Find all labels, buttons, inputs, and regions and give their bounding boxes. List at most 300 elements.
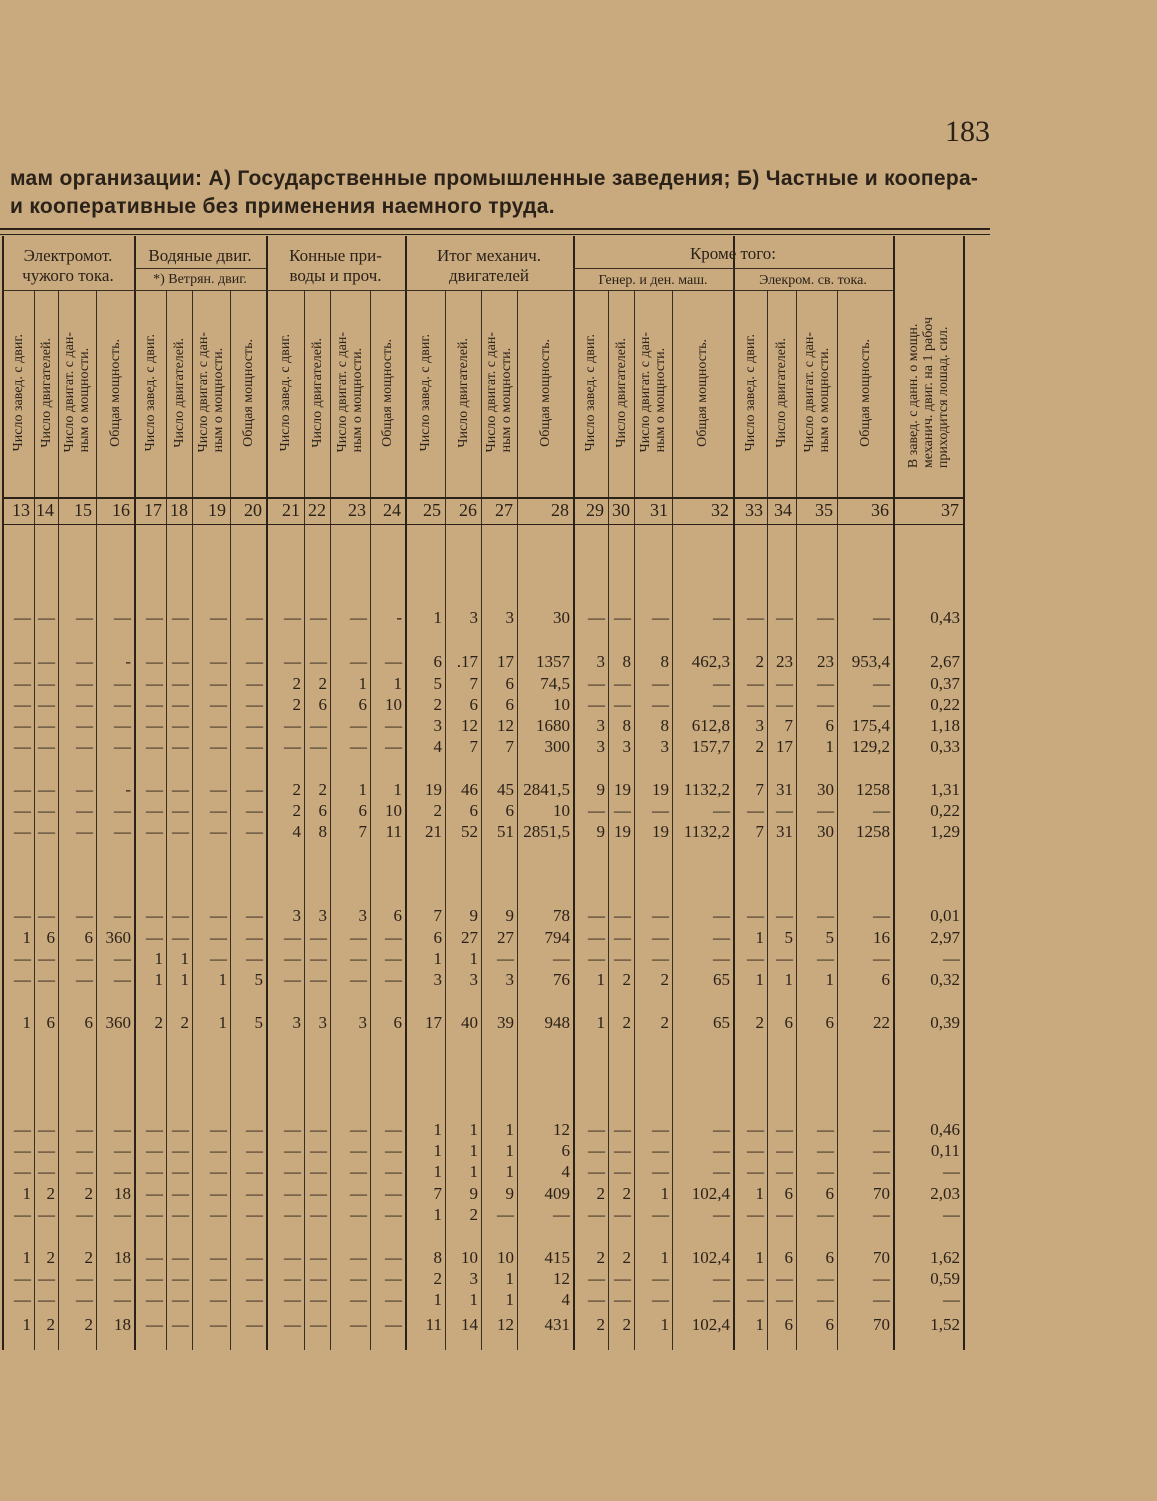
column-label bbox=[573, 290, 608, 495]
table-cell: — bbox=[210, 674, 227, 693]
table-cell: 1 bbox=[784, 970, 793, 989]
table-cell: — bbox=[873, 695, 890, 714]
table-cell: 5 bbox=[254, 1013, 263, 1032]
table-cell: — bbox=[284, 716, 301, 735]
table-cell: — bbox=[747, 608, 764, 627]
table-cell: — bbox=[246, 780, 263, 799]
table-cell: — bbox=[246, 737, 263, 756]
table-cell: — bbox=[38, 1141, 55, 1160]
table-cell: 1 bbox=[596, 970, 605, 989]
table-cell: — bbox=[146, 801, 163, 820]
table-cell: — bbox=[588, 1162, 605, 1181]
column-label bbox=[370, 290, 405, 495]
table-cell: 3 bbox=[433, 716, 442, 735]
table-cell: — bbox=[284, 1290, 301, 1309]
table-cell: — bbox=[588, 1205, 605, 1224]
table-cell: — bbox=[76, 716, 93, 735]
table-cell: — bbox=[146, 737, 163, 756]
table-cell: 1 bbox=[218, 970, 227, 989]
table-cell: 8 bbox=[622, 652, 631, 671]
page-number: 183 bbox=[945, 115, 990, 148]
table-cell: 7 bbox=[755, 780, 764, 799]
table-cell: — bbox=[210, 928, 227, 947]
column-number: 25 bbox=[423, 500, 441, 520]
table-cell: — bbox=[146, 1315, 163, 1334]
column-label bbox=[893, 290, 963, 495]
table-cell: — bbox=[76, 737, 93, 756]
table-cell: 40 bbox=[461, 1013, 478, 1032]
table-cell: — bbox=[114, 674, 131, 693]
table-cell: — bbox=[246, 1141, 263, 1160]
table-cell: — bbox=[246, 906, 263, 925]
table-cell: — bbox=[310, 1248, 327, 1267]
table-cell: — bbox=[76, 1141, 93, 1160]
table-cell: 1 bbox=[22, 1315, 31, 1334]
table-cell: — bbox=[873, 906, 890, 925]
table-cell: — bbox=[776, 1141, 793, 1160]
table-cell: 0,46 bbox=[930, 1120, 960, 1139]
table-cell: 10 bbox=[497, 1248, 514, 1267]
table-cell: — bbox=[14, 1205, 31, 1224]
table-cell: 2 bbox=[596, 1184, 605, 1203]
table-cell: — bbox=[385, 1120, 402, 1139]
header-subrule bbox=[134, 268, 266, 269]
table-cell: — bbox=[310, 928, 327, 947]
table-cell: 2 bbox=[469, 1205, 478, 1224]
table-cell: — bbox=[146, 674, 163, 693]
table-cell: — bbox=[284, 1248, 301, 1267]
table-cell: — bbox=[614, 695, 631, 714]
column-number: 34 bbox=[774, 500, 792, 520]
table-cell: — bbox=[76, 906, 93, 925]
table-cell: — bbox=[713, 801, 730, 820]
table-cell: 22 bbox=[873, 1013, 890, 1032]
table-cell: — bbox=[776, 949, 793, 968]
table-cell: 23 bbox=[817, 652, 834, 671]
table-cell: — bbox=[146, 1248, 163, 1267]
table-cell: 70 bbox=[873, 1184, 890, 1203]
table-cell: 0,43 bbox=[930, 608, 960, 627]
table-cell: 76 bbox=[553, 970, 570, 989]
table-cell: — bbox=[310, 652, 327, 671]
table-cell: — bbox=[14, 1141, 31, 1160]
table-cell: 157,7 bbox=[691, 737, 730, 756]
table-cell: 7 bbox=[469, 674, 478, 693]
table-cell: — bbox=[614, 1269, 631, 1288]
table-cell: 1 bbox=[22, 1248, 31, 1267]
table-cell: — bbox=[284, 652, 301, 671]
table-cell: — bbox=[14, 1269, 31, 1288]
table-cell: 30 bbox=[553, 608, 570, 627]
table-cell: — bbox=[747, 801, 764, 820]
column-number: 36 bbox=[871, 500, 889, 520]
table-cell: — bbox=[310, 970, 327, 989]
table-cell: 1 bbox=[358, 674, 367, 693]
table-cell: — bbox=[310, 1290, 327, 1309]
table-cell: — bbox=[114, 1269, 131, 1288]
table-cell: 12 bbox=[497, 716, 514, 735]
table-cell: — bbox=[284, 928, 301, 947]
table-cell: 3 bbox=[596, 652, 605, 671]
table-cell: — bbox=[114, 695, 131, 714]
table-cell: - bbox=[396, 608, 402, 627]
table-cell: 1 bbox=[469, 1162, 478, 1181]
table-cell: — bbox=[114, 801, 131, 820]
table-cell: 1 bbox=[505, 1162, 514, 1181]
column-label-text: Число завед. с двиг. bbox=[10, 333, 26, 452]
table-cell: 74,5 bbox=[540, 674, 570, 693]
table-cell: — bbox=[246, 674, 263, 693]
table-cell: 1,31 bbox=[930, 780, 960, 799]
table-cell: — bbox=[172, 1184, 189, 1203]
column-label bbox=[837, 290, 893, 495]
table-cell: — bbox=[114, 716, 131, 735]
table-cell: — bbox=[246, 1269, 263, 1288]
table-cell: 2 bbox=[46, 1248, 55, 1267]
table-cell: — bbox=[873, 949, 890, 968]
column-number: 22 bbox=[308, 500, 326, 520]
table-cell: 2851,5 bbox=[523, 822, 570, 841]
table-cell: 175,4 bbox=[851, 716, 890, 735]
table-cell: — bbox=[146, 1120, 163, 1139]
table-cell: 18 bbox=[114, 1248, 131, 1267]
table-cell: 1 bbox=[825, 737, 834, 756]
table-cell: — bbox=[747, 674, 764, 693]
table-cell: — bbox=[588, 1141, 605, 1160]
table-cell: — bbox=[114, 737, 131, 756]
table-cell: — bbox=[246, 716, 263, 735]
table-cell: — bbox=[385, 1269, 402, 1288]
table-cell: — bbox=[614, 1205, 631, 1224]
table-cell: 7 bbox=[469, 737, 478, 756]
table-cell: — bbox=[310, 1120, 327, 1139]
table-cell: 2 bbox=[292, 801, 301, 820]
table-cell: — bbox=[38, 716, 55, 735]
column-label-text: Общая мощность. bbox=[107, 338, 123, 447]
table-cell: 1 bbox=[433, 1120, 442, 1139]
table-cell: — bbox=[38, 1290, 55, 1309]
column-label bbox=[304, 290, 330, 495]
table-cell: — bbox=[614, 801, 631, 820]
table-cell: — bbox=[873, 1120, 890, 1139]
table-cell: — bbox=[146, 906, 163, 925]
table-cell: — bbox=[588, 1120, 605, 1139]
table-cell: 1 bbox=[22, 1013, 31, 1032]
table-cell: — bbox=[246, 1184, 263, 1203]
table-cell: — bbox=[76, 780, 93, 799]
table-cell: - bbox=[125, 780, 131, 799]
table-cell: 8 bbox=[660, 716, 669, 735]
table-cell: 21 bbox=[425, 822, 442, 841]
table-cell: — bbox=[943, 1162, 960, 1181]
table-cell: 2 bbox=[84, 1184, 93, 1203]
colnum-rule bbox=[2, 524, 963, 525]
table-cell: 0,33 bbox=[930, 737, 960, 756]
table-cell: — bbox=[747, 1162, 764, 1181]
table-cell: — bbox=[817, 906, 834, 925]
table-cell: 300 bbox=[544, 737, 570, 756]
table-cell: 7 bbox=[433, 906, 442, 925]
table-cell: 462,3 bbox=[691, 652, 730, 671]
table-cell: — bbox=[172, 695, 189, 714]
table-cell: 30 bbox=[817, 822, 834, 841]
table-cell: — bbox=[776, 801, 793, 820]
table-cell: 9 bbox=[469, 1184, 478, 1203]
table-cell: — bbox=[652, 928, 669, 947]
table-cell: — bbox=[246, 1162, 263, 1181]
table-cell: — bbox=[246, 1120, 263, 1139]
table-cell: — bbox=[38, 822, 55, 841]
table-cell: 794 bbox=[544, 928, 570, 947]
table-cell: 3 bbox=[318, 1013, 327, 1032]
header-bottom-rule bbox=[2, 497, 963, 499]
table-cell: — bbox=[588, 928, 605, 947]
table-cell: 6 bbox=[358, 695, 367, 714]
table-cell: — bbox=[817, 1269, 834, 1288]
table-cell: 7 bbox=[755, 822, 764, 841]
column-label-text: Общая мощность. bbox=[537, 338, 553, 447]
table-cell: 2 bbox=[622, 1184, 631, 1203]
table-cell: 1 bbox=[22, 1184, 31, 1203]
table-cell: — bbox=[76, 608, 93, 627]
column-label bbox=[733, 290, 767, 495]
table-cell: — bbox=[588, 801, 605, 820]
column-label-text: Число двигат. с дан- ным о мощности. bbox=[801, 332, 832, 453]
table-cell: 1 bbox=[660, 1315, 669, 1334]
table-cell: 1 bbox=[433, 1141, 442, 1160]
table-cell: — bbox=[747, 949, 764, 968]
table-cell: — bbox=[38, 780, 55, 799]
table-cell: — bbox=[943, 949, 960, 968]
column-number: 37 bbox=[941, 500, 959, 520]
caption-line-1: мам организации: А) Государственные промышленные заведения; Б) Частные и коопера- bbox=[10, 167, 979, 190]
column-label bbox=[672, 290, 733, 495]
table-cell: — bbox=[76, 970, 93, 989]
table-cell: 415 bbox=[544, 1248, 570, 1267]
table-cell: — bbox=[210, 608, 227, 627]
table-cell: — bbox=[38, 949, 55, 968]
column-label bbox=[445, 290, 481, 495]
table-cell: — bbox=[350, 970, 367, 989]
table-cell: 6 bbox=[469, 695, 478, 714]
table-cell: 9 bbox=[469, 906, 478, 925]
column-number: 28 bbox=[551, 500, 569, 520]
table-cell: — bbox=[614, 1290, 631, 1309]
group-header-g5b: Элекром. св. тока. bbox=[759, 273, 867, 288]
table-cell: — bbox=[713, 608, 730, 627]
table-cell: — bbox=[146, 695, 163, 714]
column-label bbox=[134, 290, 166, 495]
column-label-text: Число двигат. с дан- ным о мощности. bbox=[62, 332, 92, 453]
table-cell: 2 bbox=[46, 1315, 55, 1334]
table-cell: — bbox=[652, 949, 669, 968]
table-cell: 1132,2 bbox=[683, 822, 730, 841]
table-cell: — bbox=[776, 1269, 793, 1288]
table-cell: 3 bbox=[622, 737, 631, 756]
table-cell: 12 bbox=[553, 1269, 570, 1288]
table-cell: — bbox=[114, 906, 131, 925]
table-cell: 1132,2 bbox=[683, 780, 730, 799]
table-cell: — bbox=[776, 674, 793, 693]
table-cell: 6 bbox=[784, 1184, 793, 1203]
table-cell: 6 bbox=[784, 1248, 793, 1267]
column-label-text: Число завед. с двиг. bbox=[142, 333, 158, 452]
table-cell: 6 bbox=[84, 928, 93, 947]
table-cell: — bbox=[172, 1290, 189, 1309]
table-cell: 6 bbox=[505, 801, 514, 820]
table-cell: 6 bbox=[784, 1013, 793, 1032]
table-cell: - bbox=[125, 652, 131, 671]
table-cell: 6 bbox=[505, 674, 514, 693]
table-cell: 27 bbox=[461, 928, 478, 947]
table-cell: — bbox=[284, 1269, 301, 1288]
table-cell: — bbox=[385, 1248, 402, 1267]
table-cell: — bbox=[38, 1269, 55, 1288]
table-cell: — bbox=[350, 949, 367, 968]
table-cell: 2 bbox=[84, 1315, 93, 1334]
column-label-text: Число двигат. с дан- ным о мощности. bbox=[196, 332, 226, 453]
table-cell: 2 bbox=[660, 1013, 669, 1032]
table-cell: — bbox=[350, 1184, 367, 1203]
table-cell: — bbox=[14, 716, 31, 735]
table-cell: 10 bbox=[553, 695, 570, 714]
table-cell: — bbox=[210, 1184, 227, 1203]
column-label bbox=[796, 290, 837, 495]
table-cell: — bbox=[210, 1205, 227, 1224]
table-cell: 8 bbox=[622, 716, 631, 735]
table-cell: 1 bbox=[180, 970, 189, 989]
table-cell: 7 bbox=[505, 737, 514, 756]
table-cell: — bbox=[14, 801, 31, 820]
table-cell: 6 bbox=[825, 716, 834, 735]
table-cell: — bbox=[350, 737, 367, 756]
table-cell: — bbox=[652, 1120, 669, 1139]
group-header-g3: Конные при- воды и проч. bbox=[289, 246, 382, 285]
table-cell: 8 bbox=[318, 822, 327, 841]
table-cell: 12 bbox=[553, 1120, 570, 1139]
table-cell: — bbox=[246, 822, 263, 841]
table-cell: 431 bbox=[544, 1315, 570, 1334]
table-cell: 0,32 bbox=[930, 970, 960, 989]
table-cell: 70 bbox=[873, 1248, 890, 1267]
table-cell: — bbox=[817, 674, 834, 693]
table-cell: 2 bbox=[84, 1248, 93, 1267]
table-cell: 3 bbox=[505, 970, 514, 989]
table-cell: — bbox=[146, 928, 163, 947]
column-number: 20 bbox=[244, 500, 262, 520]
table-cell: 0,37 bbox=[930, 674, 960, 693]
table-cell: — bbox=[172, 1205, 189, 1224]
table-cell: — bbox=[873, 608, 890, 627]
table-cell: — bbox=[652, 906, 669, 925]
table-cell: — bbox=[713, 1269, 730, 1288]
table-cell: 612,8 bbox=[691, 716, 730, 735]
table-cell: 2 bbox=[318, 780, 327, 799]
table-cell: 1 bbox=[433, 1162, 442, 1181]
table-cell: — bbox=[310, 716, 327, 735]
table-cell: 4 bbox=[433, 737, 442, 756]
table-cell: — bbox=[776, 1290, 793, 1309]
table-cell: 10 bbox=[385, 801, 402, 820]
table-cell: — bbox=[76, 1205, 93, 1224]
table-cell: — bbox=[14, 674, 31, 693]
table-cell: 12 bbox=[461, 716, 478, 735]
table-cell: — bbox=[76, 949, 93, 968]
table-cell: — bbox=[652, 1162, 669, 1181]
table-cell: — bbox=[350, 608, 367, 627]
table-cell: 8 bbox=[433, 1248, 442, 1267]
table-cell: 6 bbox=[825, 1315, 834, 1334]
table-cell: 1258 bbox=[856, 822, 890, 841]
table-cell: 18 bbox=[114, 1184, 131, 1203]
table-cell: 3 bbox=[505, 608, 514, 627]
table-cell: — bbox=[713, 949, 730, 968]
table-cell: — bbox=[210, 906, 227, 925]
table-cell: — bbox=[146, 716, 163, 735]
table-cell: 1 bbox=[433, 1205, 442, 1224]
column-label-text: Общая мощность. bbox=[380, 338, 395, 447]
table-cell: — bbox=[817, 949, 834, 968]
table-cell: — bbox=[210, 1120, 227, 1139]
table-cell: 6 bbox=[469, 801, 478, 820]
table-cell: — bbox=[385, 949, 402, 968]
table-cell: — bbox=[747, 1269, 764, 1288]
table-cell: 1 bbox=[755, 1248, 764, 1267]
column-number: 27 bbox=[495, 500, 513, 520]
column-label-text: Число двигателей. bbox=[774, 337, 789, 448]
table-cell: — bbox=[172, 1141, 189, 1160]
group-header-g4: Итог механич. двигателей bbox=[436, 246, 542, 285]
table-cell: — bbox=[873, 1141, 890, 1160]
table-cell: — bbox=[14, 608, 31, 627]
table-cell: 23 bbox=[776, 652, 793, 671]
table-cell: 102,4 bbox=[691, 1248, 730, 1267]
table-cell: — bbox=[14, 1162, 31, 1181]
table-cell: 2 bbox=[755, 737, 764, 756]
table-cell: 1,18 bbox=[930, 716, 960, 735]
table-cell: — bbox=[172, 928, 189, 947]
table-cell: — bbox=[614, 949, 631, 968]
table-cell: — bbox=[38, 1205, 55, 1224]
column-number: 15 bbox=[74, 500, 92, 520]
column-label bbox=[266, 290, 304, 495]
table-cell: — bbox=[713, 1290, 730, 1309]
table-cell: 1 bbox=[755, 1184, 764, 1203]
table-cell: 27 bbox=[497, 928, 514, 947]
table-cell: — bbox=[385, 970, 402, 989]
table-cell: 3 bbox=[318, 906, 327, 925]
table-cell: — bbox=[776, 695, 793, 714]
table-cell: — bbox=[14, 780, 31, 799]
table-cell: 1 bbox=[393, 780, 402, 799]
table-cell: — bbox=[172, 652, 189, 671]
table-cell: 7 bbox=[433, 1184, 442, 1203]
table-cell: — bbox=[385, 1290, 402, 1309]
column-number: 30 bbox=[612, 500, 630, 520]
table-cell: — bbox=[350, 652, 367, 671]
table-cell: — bbox=[497, 1205, 514, 1224]
table-cell: — bbox=[817, 1290, 834, 1309]
column-label-text: Число двигат. с дан- ным о мощности. bbox=[484, 332, 514, 453]
column-label bbox=[330, 290, 370, 495]
table-caption bbox=[10, 165, 1150, 221]
table-cell: 2841,5 bbox=[523, 780, 570, 799]
table-cell: 30 bbox=[817, 780, 834, 799]
table-cell: — bbox=[817, 1205, 834, 1224]
table-cell: — bbox=[776, 906, 793, 925]
table-cell: 1,52 bbox=[930, 1315, 960, 1334]
table-cell: 39 bbox=[497, 1013, 514, 1032]
